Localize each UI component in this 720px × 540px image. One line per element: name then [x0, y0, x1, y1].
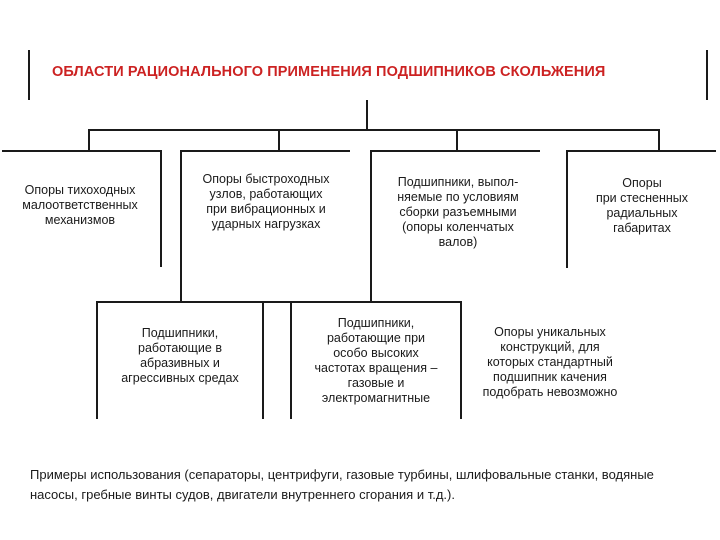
top-bus — [88, 129, 660, 131]
box5-bracket-left — [96, 301, 98, 419]
box3-bracket-top — [370, 150, 540, 152]
box2-bracket-left — [180, 150, 182, 302]
bottom-bus — [96, 301, 462, 303]
diagram-title: ОБЛАСТИ РАЦИОНАЛЬНОГО ПРИМЕНЕНИЯ ПОДШИПНИКОВ СКОЛЬЖЕНИЯ — [52, 64, 606, 80]
box-high-speed: Опоры быстроходных узлов, работающих при вибрационных и ударных нагрузках — [202, 172, 330, 231]
drop-1 — [88, 129, 90, 151]
box1-bracket-right — [160, 150, 162, 267]
box-low-speed: Опоры тихоходных малоответственных механизмов — [22, 183, 138, 227]
box4-bracket-left — [566, 150, 568, 268]
box-very-high-speed: Подшипники, работающие при особо высоких частотах вращения – газовые и электромагнитные — [314, 316, 438, 405]
box2-bracket-top — [180, 150, 350, 152]
trunk-connector — [366, 100, 368, 130]
usage-examples: Примеры использования (сепараторы, центрифуги, газовые турбины, шлифовальные станки, водяные насосы, гребные винты судов, двигатели внутреннего сгорания и т.д.). — [30, 467, 654, 502]
box5-bracket-right — [262, 301, 264, 419]
box4-bracket-top — [566, 150, 716, 152]
box-constrained-size: Опоры при стесненных радиальных габаритах — [595, 176, 689, 235]
title-bracket-right — [706, 50, 708, 100]
box3-bracket-left — [370, 150, 372, 302]
title-bracket-left — [28, 50, 30, 100]
box-split-assembly: Подшипники, выпол- няемые по условиям сборки разъемными (опоры коленчатых валов) — [397, 175, 519, 249]
drop-3 — [456, 129, 458, 151]
box1-bracket-top — [2, 150, 162, 152]
box-abrasive: Подшипники, работающие в абразивных и агрессивных средах — [121, 326, 239, 385]
box6-bracket-left — [290, 301, 292, 419]
drop-4 — [658, 129, 660, 151]
drop-2 — [278, 129, 280, 151]
box-unique: Опоры уникальных конструкций, для которых стандартный подшипник качения подобрать невозможно — [482, 325, 618, 399]
